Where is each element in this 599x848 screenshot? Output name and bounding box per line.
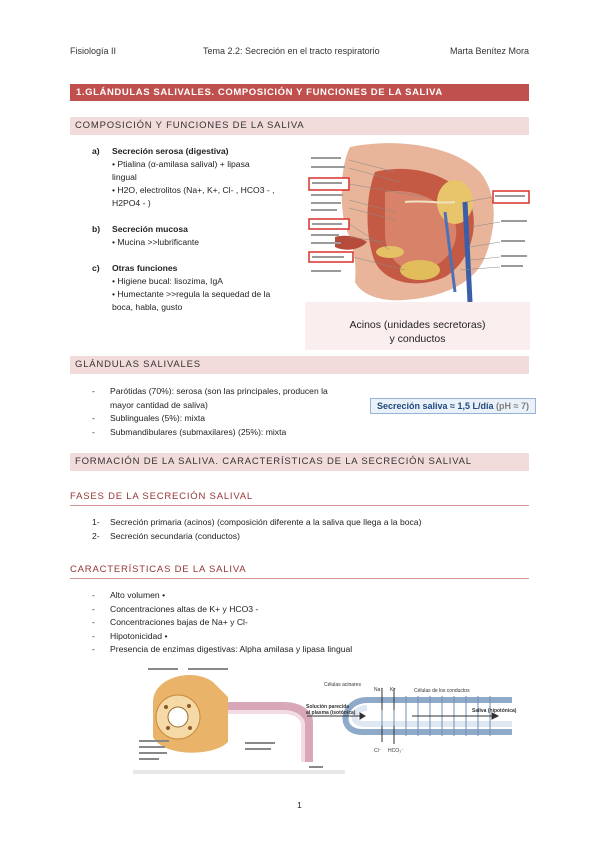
label-duct-cells: Células de los conductos xyxy=(414,688,470,694)
characteristic-item: Hipotonicidad • xyxy=(110,630,168,641)
characteristics-list: - Alto volumen • - Concentraciones altas de K+ y HCO3 - - Concentraciones bajas de Na+ y Cl- - Hipotonicidad • - Presencia de enzimas digestivas: Alpha amilasa y lipasa lingual xyxy=(92,589,522,657)
callout-ph: (pH ≈ 7) xyxy=(496,401,529,411)
item-c-title: Otras funciones xyxy=(112,263,178,273)
item-a-label: a) xyxy=(92,146,100,156)
item-c-line1: • Higiene bucal: lisozima, IgA xyxy=(112,276,223,286)
ion-label-k: K⁺ xyxy=(390,687,396,693)
item-a-title: Secreción serosa (digestiva) xyxy=(112,146,229,156)
item-b-label: b) xyxy=(92,224,101,234)
ion-label-na: Na⁺ xyxy=(374,687,384,693)
item-a-line4: H2PO4 - ) xyxy=(112,198,151,208)
characteristic-item: Alto volumen • xyxy=(110,590,166,600)
ion-label-cl: Cl⁻ xyxy=(374,748,382,754)
characteristic-item: Presencia de enzimas digestivas: Alpha amilasa y lipasa lingual xyxy=(110,644,353,654)
header-course: Fisiología II xyxy=(70,46,117,56)
gland-item: Sublinguales (5%): mixta xyxy=(110,413,206,423)
phases-list xyxy=(92,516,522,543)
callout-volume: Secreción saliva ≈ 1,5 L/día xyxy=(377,401,494,411)
figure-caption xyxy=(305,318,530,346)
ion-label-hco3: HCO₃⁻ xyxy=(388,748,404,754)
label-solution-2: al plasma (isotónica) xyxy=(306,710,356,716)
header-author: Marta Benítez Mora xyxy=(449,46,529,56)
composition-list xyxy=(92,145,302,314)
phase-item: Secreción secundaria (conductos) xyxy=(110,530,240,541)
label-acinar-cells: Células acinares xyxy=(324,682,361,688)
phase-item: Secreción primaria (acinos) (composición diferente a la saliva que llega a la boca) xyxy=(110,517,422,527)
subsection-characteristics-title: CARACTERÍSTICAS DE LA SALIVA xyxy=(70,562,529,579)
anatomy-figure xyxy=(305,142,530,350)
gland-item: Submandibulares (submaxilares) (25%): mixta xyxy=(110,426,287,437)
gland-item: Parótidas (70%): serosa (son las principales, producen la xyxy=(110,386,328,396)
subsection-phases-title: FASES DE LA SECRECIÓN SALIVAL xyxy=(70,489,529,506)
gland-item: mayor cantidad de saliva) xyxy=(110,399,208,410)
phase-number: 2- xyxy=(92,530,100,541)
item-a-line2: lingual xyxy=(112,172,137,182)
item-a-line1: • Ptialina (α-amilasa salival) + lipasa xyxy=(112,159,250,169)
item-b-title: Secreción mucosa xyxy=(112,224,188,234)
item-c-line2: • Humectante >>regula la sequedad de la xyxy=(112,289,271,299)
glands-list: - Parótidas (70%): serosa (son las principales, producen la mayor cantidad de saliva) - Sublinguales (5%): mixta - Submandibulares (submaxilares) (25%): mixta xyxy=(92,385,372,439)
secretion-tube-illustration xyxy=(302,682,532,772)
secretion-mechanism-diagram xyxy=(302,682,532,772)
section-glands-title: GLÁNDULAS SALIVALES xyxy=(70,356,529,374)
page-number: 1 xyxy=(297,800,302,810)
section-composition-title: COMPOSICIÓN Y FUNCIONES DE LA SALIVA xyxy=(70,117,529,135)
label-saliva: Saliva (hipotónica) xyxy=(472,708,517,714)
phase-number: 1- xyxy=(92,517,100,527)
section-formation-title: FORMACIÓN DE LA SALIVA. CARACTERÍSTICAS DE LA SECRECIÓN SALIVAL xyxy=(70,453,529,471)
label-solution: Solución parecida xyxy=(306,704,350,710)
figure-caption-line2: y conductos xyxy=(389,333,446,345)
header-topic: Tema 2.2: Secreción en el tracto respiratorio xyxy=(203,46,380,56)
saliva-volume-callout xyxy=(370,398,536,414)
figure-caption-line1: Acinos (unidades secretoras) xyxy=(349,319,486,331)
item-c-line3: boca, habla, gusto xyxy=(112,302,183,312)
salivary-glands-illustration xyxy=(305,142,530,302)
characteristic-item: Concentraciones bajas de Na+ y Cl- xyxy=(110,617,248,627)
chapter-banner: 1.GLÁNDULAS SALIVALES. COMPOSICIÓN Y FUNCIONES DE LA SALIVA xyxy=(70,84,529,101)
characteristic-item: Concentraciones altas de K+ y HCO3 - xyxy=(110,603,259,614)
item-b-line1: • Mucina >>lubrificante xyxy=(112,237,200,247)
item-a-line3: • H2O, electrolitos (Na+, K+, Cl- , HCO3 - , xyxy=(112,185,275,195)
item-c-label: c) xyxy=(92,263,100,273)
